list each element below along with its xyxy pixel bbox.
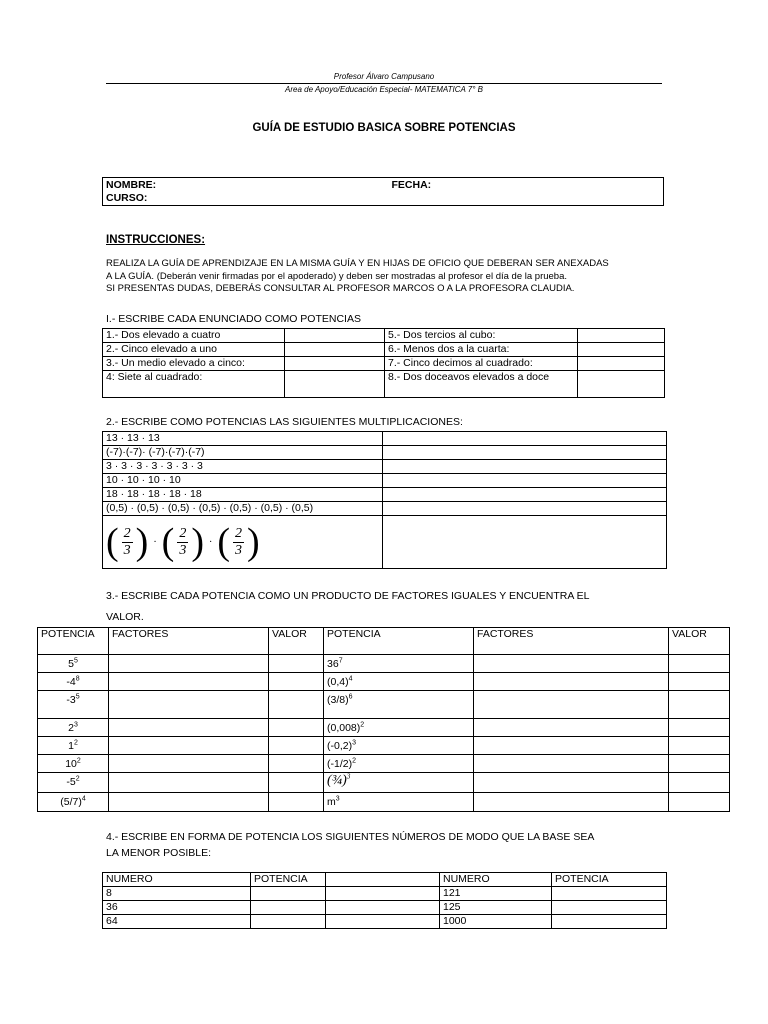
answer-cell[interactable] (383, 460, 667, 474)
factors-cell[interactable] (474, 773, 669, 793)
table-row (103, 460, 667, 474)
factors-cell[interactable] (109, 773, 269, 793)
table-row (38, 755, 730, 773)
factors-cell[interactable] (474, 673, 669, 691)
table-row (38, 673, 730, 691)
multiply-dot: · (208, 536, 213, 548)
table-row (103, 357, 665, 371)
denominator: 3 (123, 542, 131, 558)
section1-table (102, 328, 665, 398)
number-cell: 36 (103, 901, 251, 915)
open-paren: ( (106, 521, 119, 563)
section3-title-line: 3.- ESCRIBE CADA POTENCIA COMO UN PRODUCTO DE FACTORES IGUALES Y ENCUENTRA EL (106, 590, 590, 602)
table-row (103, 488, 667, 502)
instructions-text (106, 258, 666, 296)
instructions-line: SI PRESENTAS DUDAS, DEBERÁS CONSULTAR AL PROFESOR MARCOS O A LA PROFESORA CLAUDIA. (106, 283, 575, 294)
answer-cell[interactable] (251, 887, 326, 901)
section1-title: I.- ESCRIBE CADA ENUNCIADO COMO POTENCIAS (106, 313, 361, 325)
power-base: m (327, 796, 336, 808)
value-cell[interactable] (269, 655, 324, 673)
answer-cell[interactable] (383, 516, 667, 569)
column-header: POTENCIA (38, 628, 109, 655)
number-cell: 121 (440, 887, 552, 901)
answer-cell[interactable] (383, 474, 667, 488)
column-header: VALOR (269, 628, 324, 655)
curso-label[interactable]: CURSO: (106, 192, 148, 204)
column-header: NUMERO (103, 873, 251, 887)
power-exponent: 2 (76, 757, 81, 765)
answer-cell[interactable] (578, 371, 665, 398)
answer-cell[interactable] (326, 873, 440, 887)
teacher-name: Profesor Álvaro Campusano (333, 72, 435, 81)
table-row (103, 474, 667, 488)
power-cell (38, 673, 109, 691)
table-row (103, 446, 667, 460)
factors-cell[interactable] (474, 793, 669, 812)
table-row (38, 719, 730, 737)
power-cell (324, 737, 474, 755)
value-cell[interactable] (269, 719, 324, 737)
section4-title-line: 4.- ESCRIBE EN FORMA DE POTENCIA LOS SIGUIENTES NÚMEROS DE MODO QUE LA BASE SEA (106, 831, 595, 843)
power-exponent: 5 (75, 693, 80, 701)
power-exponent: 3 (346, 772, 351, 781)
multiplication-cell: 18 · 18 · 18 · 18 · 18 (103, 488, 383, 502)
power-base: 2 (68, 722, 74, 734)
column-header: POTENCIA (552, 873, 667, 887)
column-header: NUMERO (440, 873, 552, 887)
table-row (103, 887, 667, 901)
answer-cell[interactable] (383, 488, 667, 502)
table-header-row (38, 628, 730, 655)
power-base: -3 (66, 694, 76, 706)
statement-cell: 8.- Dos doceavos elevados a doce (385, 371, 578, 398)
power-base: 36 (327, 658, 339, 670)
power-cell (38, 755, 109, 773)
power-exponent: 4 (81, 795, 86, 803)
answer-cell[interactable] (578, 329, 665, 343)
instructions-line: REALIZA LA GUÍA DE APRENDIZAJE EN LA MISMA GUÍA Y EN HIJAS DE OFICIO QUE DEBERAN SER ANEXADAS (106, 258, 609, 269)
table-row (38, 773, 730, 793)
fraction-product-cell (103, 516, 383, 569)
multiplication-cell: (-7)·(-7)· (-7)·(-7)·(-7) (103, 446, 383, 460)
factors-cell[interactable] (474, 719, 669, 737)
denominator: 3 (234, 542, 242, 558)
value-cell[interactable] (669, 793, 730, 812)
power-base: (5/7) (60, 796, 82, 808)
power-exponent: 3 (335, 795, 340, 803)
answer-cell[interactable] (326, 887, 440, 901)
power-cell (324, 673, 474, 691)
number-cell: 125 (440, 901, 552, 915)
statement-cell: 5.- Dos tercios al cubo: (385, 329, 578, 343)
power-exponent: 8 (75, 675, 80, 683)
page-title: GUÍA DE ESTUDIO BASICA SOBRE POTENCIAS (252, 122, 516, 134)
statement-cell: 7.- Cinco decimos al cuadrado: (385, 357, 578, 371)
table-row (103, 371, 665, 398)
section3-title-line: VALOR. (106, 611, 144, 623)
value-cell[interactable] (269, 755, 324, 773)
value-cell[interactable] (669, 691, 730, 719)
value-cell[interactable] (269, 793, 324, 812)
power-exponent: 3 (73, 721, 78, 729)
power-base: (0,4) (327, 676, 349, 688)
nombre-label[interactable]: NOMBRE: (106, 179, 157, 191)
power-base: 1 (68, 740, 74, 752)
power-base: (-1/2) (327, 758, 353, 770)
statement-cell: 3.- Un medio elevado a cinco: (103, 357, 285, 371)
multiply-dot: · (153, 536, 157, 548)
fraction (122, 526, 133, 559)
value-cell[interactable] (669, 773, 730, 793)
power-cell (38, 655, 109, 673)
column-header: FACTORES (474, 628, 669, 655)
answer-cell[interactable] (383, 432, 667, 446)
power-exponent: 7 (338, 657, 343, 665)
answer-cell[interactable] (285, 357, 385, 371)
fecha-label[interactable]: FECHA: (391, 179, 432, 191)
factors-cell[interactable] (474, 691, 669, 719)
denominator: 3 (179, 542, 187, 558)
fraction-product (106, 523, 260, 561)
power-base: 10 (65, 758, 77, 770)
table-row (38, 691, 730, 719)
numerator: 2 (234, 525, 242, 541)
power-exponent: 2 (75, 775, 80, 783)
column-header: POTENCIA (251, 873, 326, 887)
column-header: FACTORES (109, 628, 269, 655)
power-base: -4 (66, 676, 76, 688)
factors-cell[interactable] (109, 673, 269, 691)
student-info-box (102, 177, 664, 206)
number-cell: 64 (103, 915, 251, 929)
numerator: 2 (179, 525, 187, 541)
multiplication-cell: 13 · 13 · 13 (103, 432, 383, 446)
table-row (103, 901, 667, 915)
factors-cell[interactable] (474, 655, 669, 673)
fraction (177, 526, 188, 559)
area-line: Area de Apoyo/Educación Especial- MATEMATICA 7° B (285, 85, 483, 94)
power-cell (324, 793, 474, 812)
value-cell[interactable] (669, 673, 730, 691)
power-cell (38, 773, 109, 793)
power-cell (38, 719, 109, 737)
answer-cell[interactable] (578, 357, 665, 371)
power-base: (-0,2) (327, 740, 353, 752)
power-cell (324, 773, 474, 793)
table-row (103, 516, 667, 569)
open-paren: ( (217, 521, 230, 563)
table-row (103, 329, 665, 343)
power-cell (324, 655, 474, 673)
value-cell[interactable] (269, 773, 324, 793)
power-base: 5 (68, 658, 74, 670)
power-exponent: 5 (73, 657, 78, 665)
power-cell (324, 691, 474, 719)
statement-cell: 4: Siete al cuadrado: (103, 371, 285, 398)
multiplication-cell: (0,5) · (0,5) · (0,5) · (0,5) · (0,5) · (0,5) · (0,5) (103, 502, 383, 516)
close-paren: ) (191, 521, 204, 563)
multiplication-cell: 3 · 3 · 3 · 3 · 3 · 3 · 3 (103, 460, 383, 474)
answer-cell[interactable] (552, 901, 667, 915)
section4-title-line: LA MENOR POSIBLE: (106, 847, 212, 859)
number-cell: 8 (103, 887, 251, 901)
factors-cell[interactable] (109, 719, 269, 737)
section2-title: 2.- ESCRIBE COMO POTENCIAS LAS SIGUIENTES MULTIPLICACIONES: (106, 416, 463, 428)
fraction (233, 526, 244, 559)
factors-cell[interactable] (474, 755, 669, 773)
factors-cell[interactable] (109, 737, 269, 755)
statement-cell: 1.- Dos elevado a cuatro (103, 329, 285, 343)
open-paren: ( (161, 521, 175, 563)
statement-cell: 6.- Menos dos a la cuarta: (385, 343, 578, 357)
section4-title (106, 829, 594, 861)
power-base: -5 (66, 776, 76, 788)
column-header: VALOR (669, 628, 730, 655)
section2-table (102, 431, 667, 569)
answer-cell[interactable] (326, 915, 440, 929)
value-cell[interactable] (269, 691, 324, 719)
table-row (103, 502, 667, 516)
answer-cell[interactable] (285, 371, 385, 398)
answer-cell[interactable] (578, 343, 665, 357)
answer-cell[interactable] (285, 343, 385, 357)
power-base: (¾) (327, 773, 347, 788)
multiplication-cell: 10 · 10 · 10 · 10 (103, 474, 383, 488)
statement-cell: 2.- Cinco elevado a uno (103, 343, 285, 357)
section4-table (102, 872, 667, 929)
table-row (103, 432, 667, 446)
table-row (38, 737, 730, 755)
power-cell (324, 755, 474, 773)
power-exponent: 2 (73, 739, 78, 747)
value-cell[interactable] (269, 737, 324, 755)
instructions-line: A LA GUÍA. (Deberán venir firmadas por el apoderado) y deben ser mostradas al profesor el día de la prueba. (106, 270, 568, 282)
value-cell[interactable] (669, 719, 730, 737)
value-cell[interactable] (269, 673, 324, 691)
answer-cell[interactable] (251, 901, 326, 915)
answer-cell[interactable] (326, 901, 440, 915)
number-cell: 1000 (440, 915, 552, 929)
numerator: 2 (123, 525, 131, 541)
table-row (38, 793, 730, 812)
answer-cell[interactable] (251, 915, 326, 929)
power-cell (324, 719, 474, 737)
answer-cell[interactable] (383, 446, 667, 460)
answer-cell[interactable] (552, 915, 667, 929)
value-cell[interactable] (669, 737, 730, 755)
header-rule (106, 83, 662, 84)
column-header: POTENCIA (324, 628, 474, 655)
table-header-row (103, 873, 667, 887)
power-exponent: 4 (348, 675, 353, 683)
factors-cell[interactable] (109, 691, 269, 719)
answer-cell[interactable] (552, 887, 667, 901)
power-cell (38, 691, 109, 719)
section3-title (106, 586, 590, 628)
factors-cell[interactable] (109, 655, 269, 673)
answer-cell[interactable] (383, 502, 667, 516)
table-row (103, 343, 665, 357)
answer-cell[interactable] (285, 329, 385, 343)
table-row (38, 655, 730, 673)
factors-cell[interactable] (109, 793, 269, 812)
close-paren: ) (135, 521, 149, 563)
power-exponent: 2 (360, 721, 365, 729)
power-base: (0,008) (327, 722, 361, 734)
power-cell (38, 793, 109, 812)
value-cell[interactable] (669, 655, 730, 673)
power-cell (38, 737, 109, 755)
power-exponent: 6 (348, 693, 353, 701)
close-paren: ) (246, 521, 260, 563)
power-base: (3/8) (327, 694, 349, 706)
power-exponent: 3 (352, 739, 356, 747)
factors-cell[interactable] (474, 737, 669, 755)
instructions-heading: INSTRUCCIONES: (106, 234, 206, 246)
value-cell[interactable] (669, 755, 730, 773)
section3-table (37, 627, 730, 812)
power-exponent: 2 (352, 757, 356, 765)
table-row (103, 915, 667, 929)
factors-cell[interactable] (109, 755, 269, 773)
